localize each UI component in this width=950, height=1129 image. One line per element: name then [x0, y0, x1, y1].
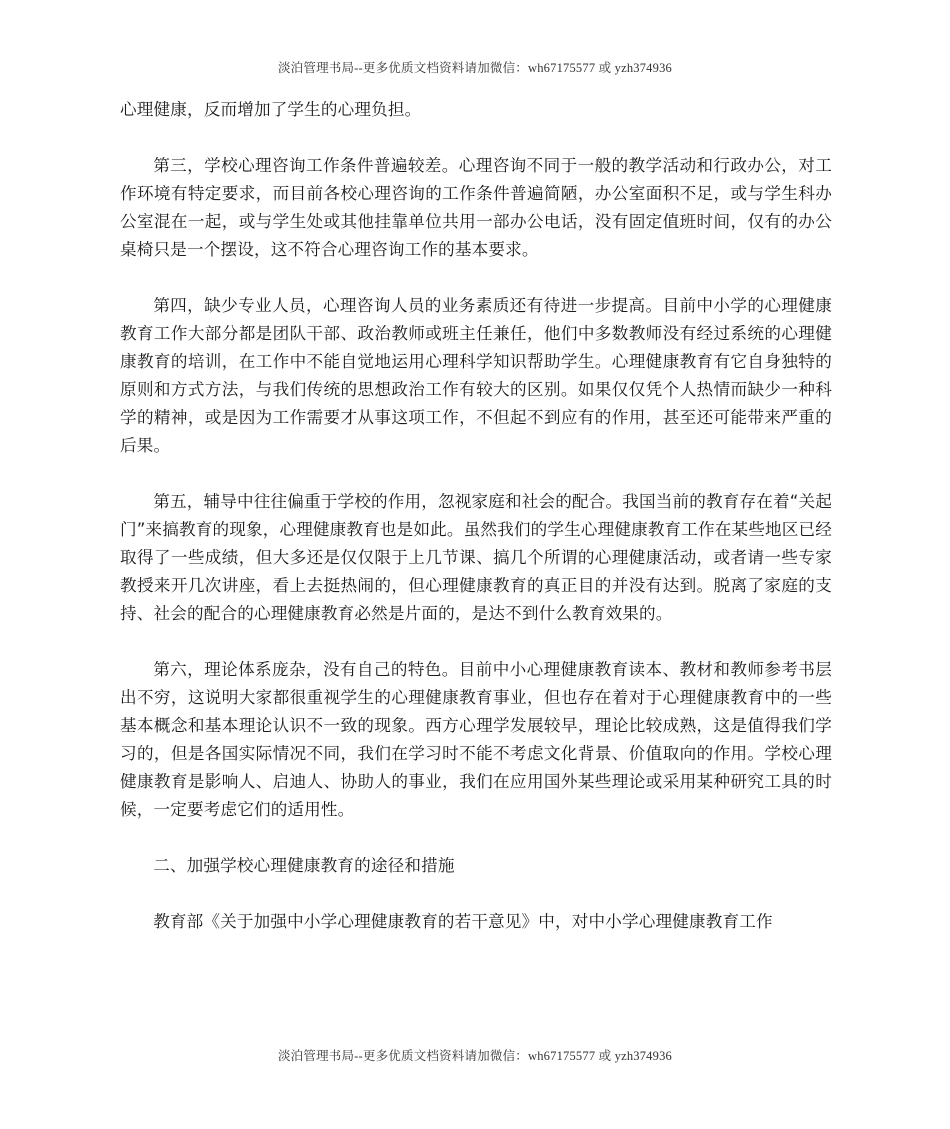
paragraph-continuation: 心理健康，反而增加了学生的心理负担。 [120, 100, 422, 119]
paragraph-third-point: 第三，学校心理咨询工作条件普遍较差。心理咨询不同于一般的教学活动和行政办公，对工作环境有特定要求，而目前各校心理咨询的工作条件普遍简陋，办公室面积不足，或与学生科办公室混在一起，或与学生处或其他挂靠单位共用一部办公电话，没有固定值班时间，仅有的办公桌椅只是一个摆设，这不符合心理咨询工作的基本要求。 [120, 156, 832, 259]
paragraph-fourth-point: 第四，缺少专业人员，心理咨询人员的业务素质还有待进一步提高。目前中小学的心理健康教育工作大部分都是团队干部、政治教师或班主任兼任，他们中多数教师没有经过系统的心理健康教育的培训，在工作中不能自觉地运用心理科学知识帮助学生。心理健康教育有它自身独特的原则和方式方法，与我们传统的思想政治工作有较大的区别。如果仅仅凭个人热情而缺少一种科学的精神，或是因为工作需要才从事这项工作，不但起不到应有的作用，甚至还可能带来严重的后果。 [120, 296, 832, 455]
section-heading: 二、加强学校心理健康教育的途径和措施 [153, 856, 455, 875]
page-header: 淡泊管理书局--更多优质文档资料请加微信：wh67175577 或 yzh374936 [277, 61, 672, 75]
paragraph-section-intro: 教育部《关于加强中小学心理健康教育的若干意见》中，对中小学心理健康教育工作 [153, 912, 773, 931]
paragraph-fifth-point: 第五，辅导中往往偏重于学校的作用，忽视家庭和社会的配合。我国当前的教育存在着“关起门”来搞教育的现象，心理健康教育也是如此。虽然我们的学生心理健康教育工作在某些地区已经取得了一些成绩，但大多还是仅仅限于上几节课、搞几个所谓的心理健康活动，或者请一些专家教授来开几次讲座，看上去挺热闹的，但心理健康教育的真正目的并没有达到。脱离了家庭的支持、社会的配合的心理健康教育必然是片面的，是达不到什么教育效果的。 [120, 492, 832, 623]
paragraph-sixth-point: 第六，理论体系庞杂，没有自己的特色。目前中小心理健康教育读本、教材和教师参考书层出不穷，这说明大家都很重视学生的心理健康教育事业，但也存在着对于心理健康教育中的一些基本概念和基本理论认识不一致的现象。西方心理学发展较早，理论比较成熟，这是值得我们学习的，但是各国实际情况不同，我们在学习时不能不考虑文化背景、价值取向的作用。学校心理健康教育是影响人、启迪人、协助人的事业，我们在应用国外某些理论或采用某种研究工具的时候，一定要考虑它们的适用性。 [120, 660, 832, 819]
document-body [120, 96, 832, 936]
page-footer: 淡泊管理书局--更多优质文档资料请加微信：wh67175577 或 yzh374936 [277, 1049, 672, 1063]
